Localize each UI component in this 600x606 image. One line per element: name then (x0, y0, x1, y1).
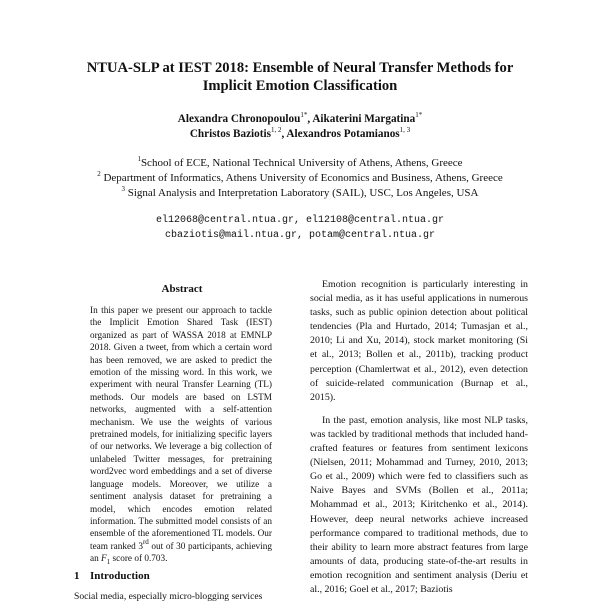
author-separator: , (281, 128, 285, 140)
affiliation-marker: 1 (137, 155, 141, 163)
email-line-2: cbaziotis@mail.ntua.gr, potam@central.ntua.gr (164, 230, 436, 241)
abstract-text: In this paper we present our approach to tackle the Implicit Emotion Shared Task (IEST) organized as part of WASSA 2018 at EMNLP 2018. Given a tweet, from which a certain word has been removed, we are asked to predict the emotion of the missing word. In this work, we experiment with neural Transfer Learning (TL) methods. Our models are based on LSTM networks, augmented with a self-attention mechanism. We use the weights of various pretrained models, for initializing specific layers of our networks. We leverage a big collection of unlabeled Twitter messages, for pretraining word2vec word embeddings and a set of diverse language models. Moreover, we utilize a sentiment analysis dataset for pretraining a model, which encodes emotion related information. The submitted model consists of an ensemble of the aforementioned TL models. Our team ranked 3 (90, 306, 272, 552)
affiliation-marker: 3 (121, 185, 125, 193)
author-name: Aikaterini Margatina (312, 113, 416, 125)
author-list (0, 112, 600, 142)
author-affiliation-marker: 1* (415, 111, 423, 119)
right-column-text (310, 278, 528, 606)
affiliation (0, 186, 600, 201)
title-line-1: NTUA-SLP at IEST 2018: Ensemble of Neural Transfer Methods for (86, 60, 514, 76)
affiliation-list (0, 156, 600, 201)
title-line-2: Implicit Emotion Classification (202, 78, 398, 94)
author-affiliation-marker: 1, 2 (270, 126, 282, 134)
author-line-1 (0, 112, 600, 127)
section-number: 1 (74, 570, 80, 582)
f1-symbol: F (101, 554, 107, 565)
f1-subscript: 1 (106, 557, 111, 566)
author-separator: , (307, 113, 311, 125)
abstract-text: out of 30 participants, achieving an (90, 541, 272, 565)
affiliation (0, 156, 600, 171)
abstract-text: score of 0.703. (110, 554, 168, 565)
affiliation-text: Department of Informatics, Athens University of Economics and Business, Athens, Greece (103, 172, 503, 184)
author-name: Alexandros Potamianos (286, 128, 400, 140)
section-title: Introduction (90, 570, 150, 582)
author-affiliation-marker: 1, 3 (399, 126, 411, 134)
author-line-2 (0, 127, 600, 142)
affiliation-marker: 2 (97, 170, 101, 178)
author-name: Christos Baziotis (189, 128, 271, 140)
intro-paragraph-fragment: Social media, especially micro-blogging services (74, 591, 263, 602)
email-list (0, 213, 600, 243)
rank-ordinal: rd (142, 537, 149, 546)
author-name: Alexandra Chronopoulou (177, 113, 301, 125)
section-heading-introduction (74, 570, 150, 582)
affiliation-text: Signal Analysis and Interpretation Laboratory (SAIL), USC, Los Angeles, USA (127, 187, 479, 199)
body-paragraph: Emotion recognition is particularly interesting in social media, as it has useful applications in numerous tasks, such as public opinion detection about political tendencies (Pla and Hurtado, 2014; Tumasjan et al., 2010; Li and Xu, 2014), stock market monitoring (Si et al., 2013; Bollen et al., 2011b), tracking product perception (Chamlertwat et al., 2012), even detection of suicide-related communication (Burnap et al., 2015). (310, 279, 528, 403)
abstract-body (90, 305, 272, 568)
abstract-heading: Abstract (161, 283, 203, 295)
body-paragraph: In the past, emotion analysis, like most NLP tasks, was tackled by traditional methods that included hand-crafted features or features from sentiment lexicons (Nielsen, 2011; Mohammad and Turney, 2010, 2013; Go et al., 2009) which were fed to classifiers such as Naive Bayes and SVMs (Bollen et al., 2011a; Mohammad et al., 2013; Kiritchenko et al., 2014). However, deep neural networks achieve increased performance compared to traditional methods, due to their ability to learn more abstract features from large amounts of data, producing state-of-the-art results in emotion recognition and sentiment analysis (Deriu et al., 2016; Goel et al., 2017; Baziotis (310, 414, 528, 595)
paper-title (0, 59, 600, 95)
author-affiliation-marker: 1* (300, 111, 308, 119)
affiliation-text: School of ECE, National Technical University of Athens, Athens, Greece (140, 157, 463, 169)
affiliation (0, 171, 600, 186)
email-line-1: el12068@central.ntua.gr, el12108@central.ntua.gr (155, 215, 445, 226)
